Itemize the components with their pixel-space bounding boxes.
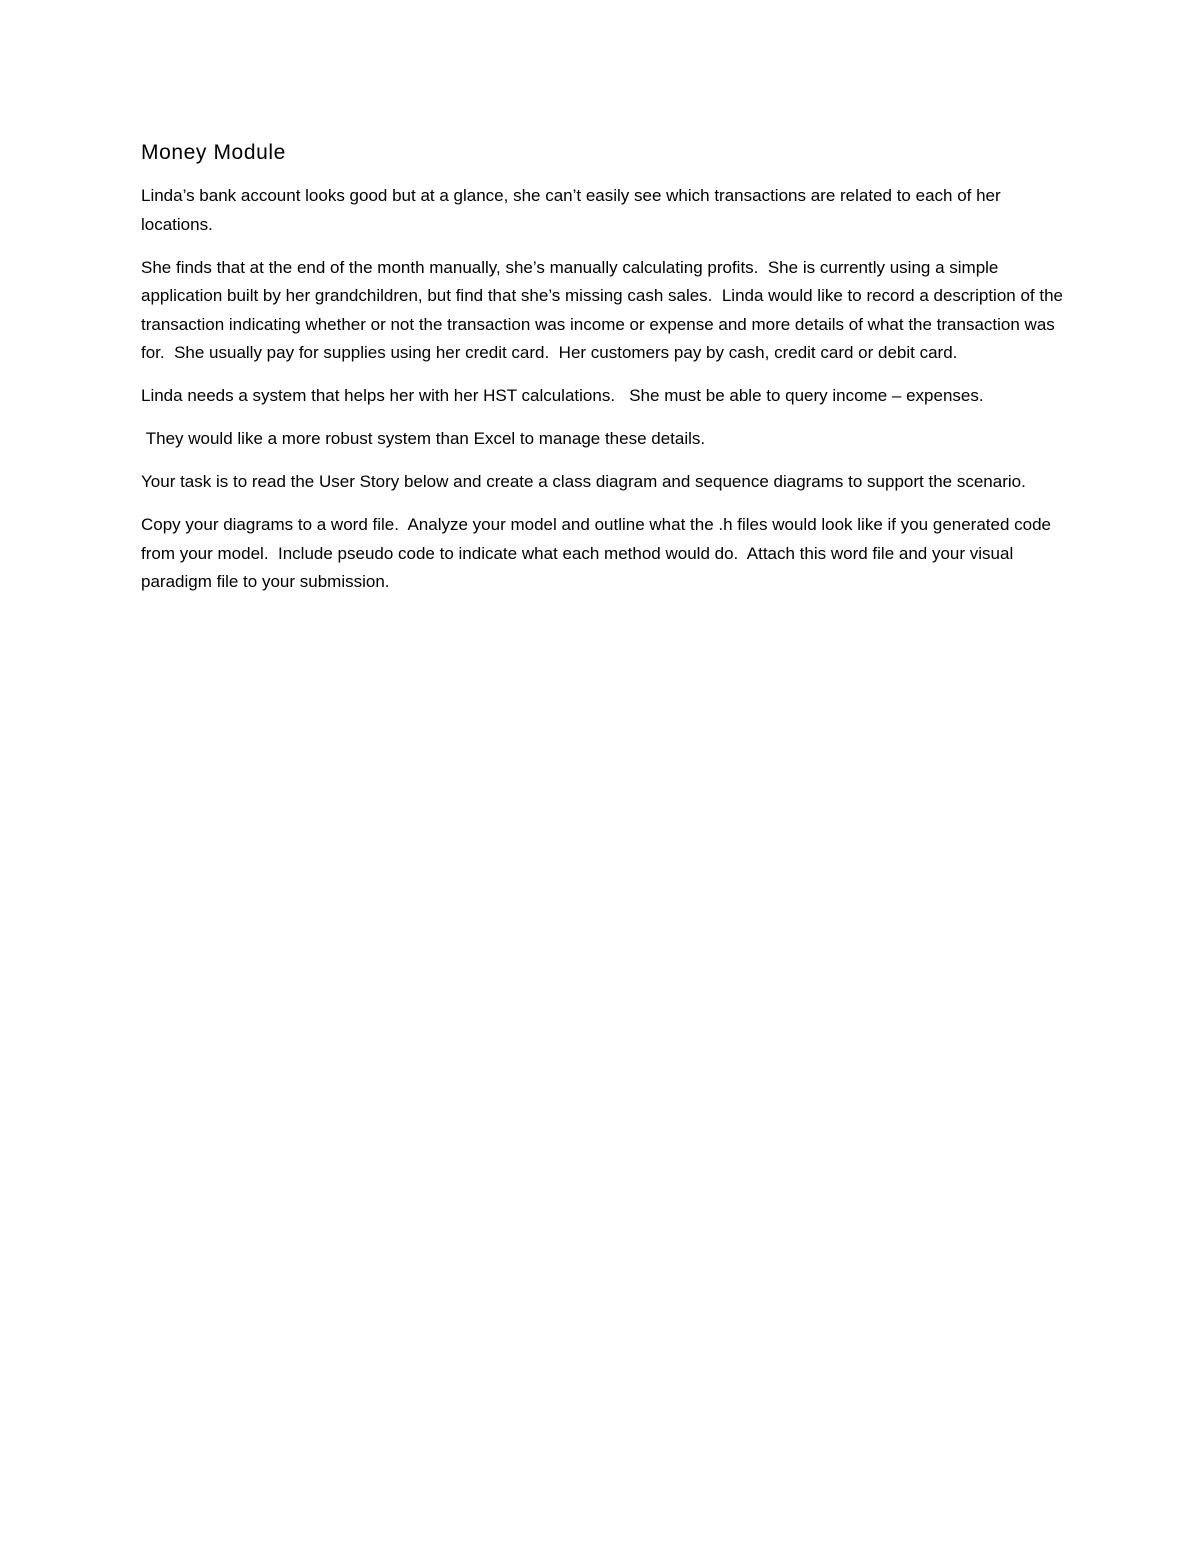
- paragraph-robust-system: They would like a more robust system than Excel to manage these details.: [141, 429, 706, 448]
- paragraph-submission: Copy your diagrams to a word file. Analyze your model and outline what the .h files would look like if you generated code from your model. Include pseudo code to indicate what each method would do. Attach this word file and your visual paradigm file to your submission.: [141, 515, 1056, 591]
- paragraph-profits: She finds that at the end of the month manually, she’s manually calculating profits. She is currently using a simple application built by her grandchildren, but find that she’s missing cash sales. Linda would like to record a description of the transaction indicating whether or not the transaction was income or expense and more details of what the transaction was for. She usually pay for supplies using her credit card. Her customers pay by cash, credit card or debit card.: [141, 257, 1068, 362]
- paragraph-task: Your task is to read the User Story below and create a class diagram and sequence diagrams to support the scenario.: [141, 472, 1026, 491]
- paragraph-bank-account: Linda’s bank account looks good but at a glance, she can’t easily see which transactions are related to each of her locations.: [141, 186, 1006, 234]
- document-body: [141, 138, 1071, 611]
- paragraph-hst: Linda needs a system that helps her with her HST calculations. She must be able to query income – expenses.: [141, 386, 984, 405]
- document-title: Money Module: [141, 141, 286, 164]
